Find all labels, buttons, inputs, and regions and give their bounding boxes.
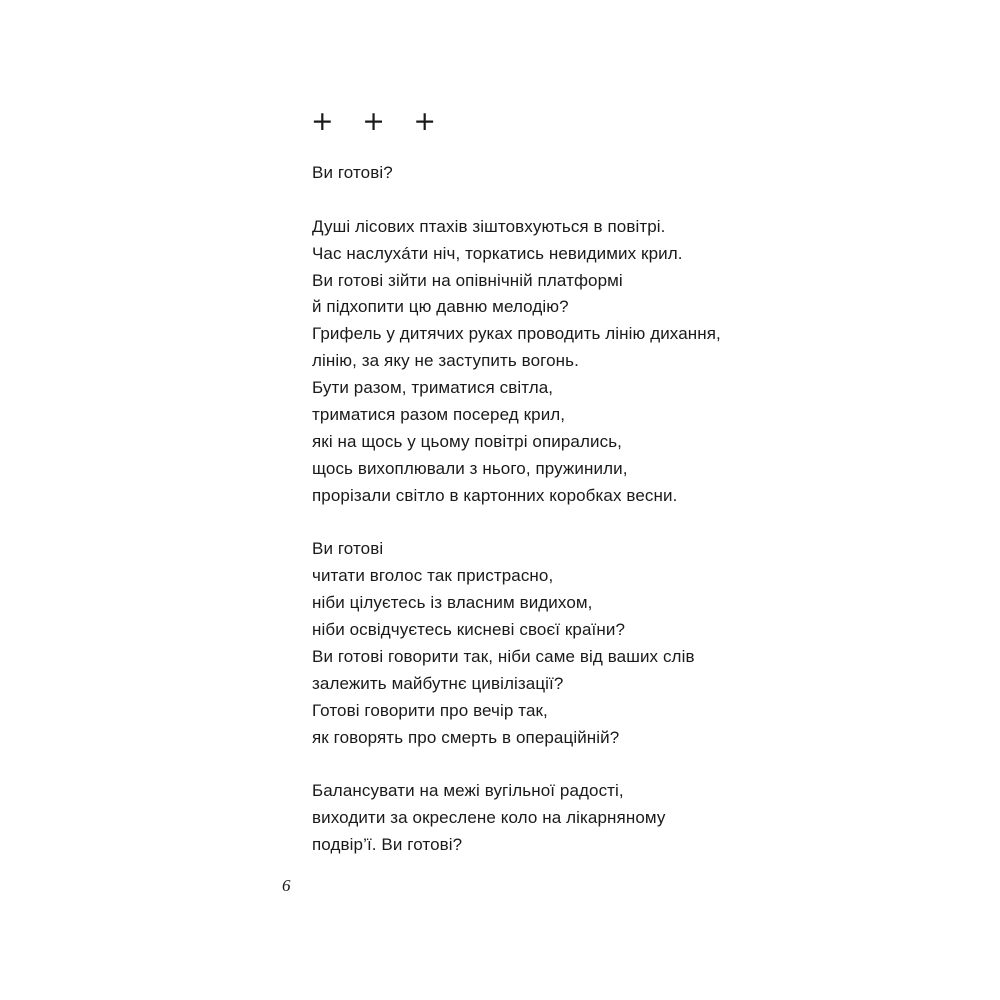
poem-line: Бути разом, триматися світла, [312,378,554,398]
poem-line: Ви готові? [312,163,393,182]
poem-line: прорізали світло в картонних коробках весни. [312,485,678,505]
poem-line: які на щось у цьому повітрі опирались, [312,431,622,451]
poem-line: Час наслухáти ніч, торкатись невидимих крил. [312,243,683,263]
poem-line: Готові говорити про вечір так, [312,700,548,720]
page-number: 6 [282,876,291,895]
poem-line: виходити за окреслене коло на лікарняному [312,808,666,828]
poem-line: ніби освідчуєтесь кисневі своєї країни? [312,620,625,640]
stanza-4 [312,778,772,859]
poem-line: й підхопити цю давню мелодію? [312,297,569,317]
poem-line: як говорять про смерть в операційній? [312,727,620,747]
poem-body [312,160,772,859]
poem-line: залежить майбутнє цивілізації? [312,673,564,693]
poem-line: ніби цілуєтесь із власним видихом, [312,593,593,613]
poem-line: Балансувати на межі вугільної радості, [312,781,624,801]
poem-line: щось вихоплювали з нього, пружинили, [312,458,628,478]
poem-line: триматися разом посеред крил, [312,405,566,425]
poem-line: читати вголос так пристрасно, [312,566,554,586]
poem-line: Душі лісових птахів зіштовхуються в повітрі. [312,216,666,236]
poem-line: лінію, за яку не заступить вогонь. [312,351,579,371]
stanza-3 [312,536,772,751]
poem-line: Ви готові зійти на опівнічній платформі [312,270,623,290]
poem-line: Ви готові говорити так, ніби саме від ваших слів [312,647,695,667]
section-separator: + + + [311,106,447,137]
poem-line: подвір’ї. Ви готові? [312,835,463,855]
poem-line: Ви готові [312,539,384,559]
poem-line: Грифель у дитячих руках проводить лінію дихання, [312,324,721,344]
stanza-2 [312,214,772,510]
stanza-1 [312,160,772,187]
